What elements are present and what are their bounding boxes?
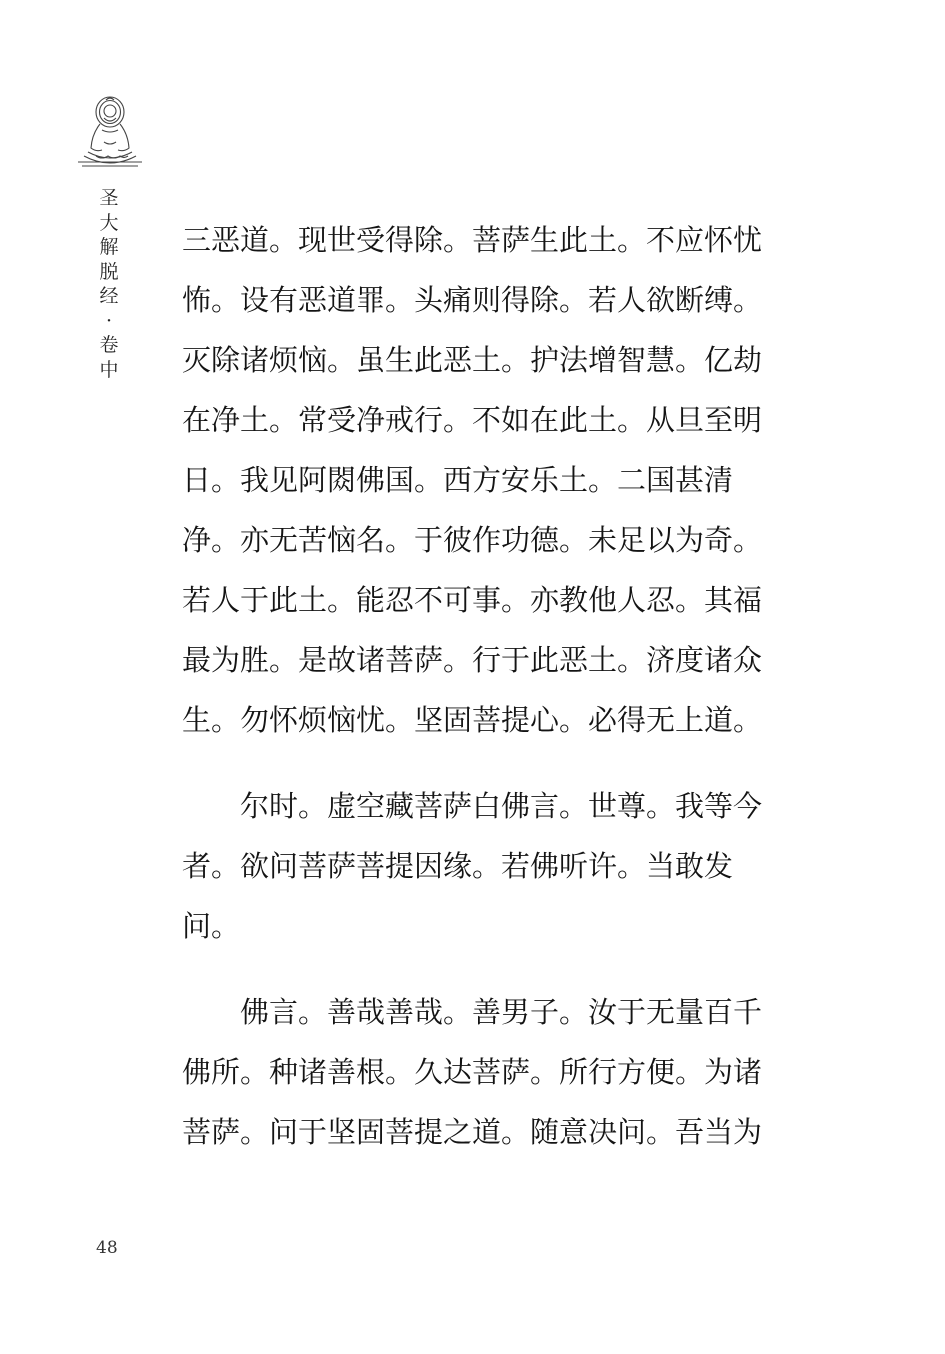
paragraph-1	[182, 210, 767, 750]
text-line: 净。亦无苦恼名。于彼作功德。未足以为奇。	[182, 523, 763, 557]
text-line: 菩萨。问于坚固菩提之道。随意决问。吾当为	[182, 1115, 763, 1149]
text-line: 怖。设有恶道罪。头痛则得除。若人欲断缚。	[182, 283, 763, 317]
text-line: 日。我见阿閦佛国。西方安乐土。二国甚清	[182, 463, 734, 497]
text-line: 佛所。种诸善根。久达菩萨。所行方便。为诸	[182, 1055, 763, 1089]
text-line: 佛言。善哉善哉。善男子。汝于无量百千	[240, 995, 763, 1029]
text-line: 若人于此土。能忍不可事。亦教他人忍。其福	[182, 583, 763, 617]
seated-buddha-icon	[74, 90, 146, 170]
text-line: 在净土。常受净戒行。不如在此土。从旦至明	[182, 403, 763, 437]
running-title-text: 圣 大 解 脱 经 · 卷 中	[99, 187, 119, 381]
text-line: 灭除诸烦恼。虽生此恶土。护法增智慧。亿劫	[182, 343, 763, 377]
text-line: 三恶道。现世受得除。菩萨生此土。不应怀忧	[182, 223, 763, 257]
text-line: 尔时。虚空藏菩萨白佛言。世尊。我等今	[240, 789, 763, 823]
text-line: 生。勿怀烦恼忧。坚固菩提心。必得无上道。	[182, 703, 763, 737]
body-text	[182, 210, 767, 1162]
paragraph-2	[182, 776, 767, 956]
text-line: 问。	[182, 909, 241, 943]
text-line: 者。欲问菩萨菩提因缘。若佛听许。当敢发	[182, 849, 734, 883]
running-title	[97, 186, 121, 382]
text-line: 最为胜。是故诸菩萨。行于此恶土。济度诸众	[182, 643, 763, 677]
paragraph-3	[182, 982, 767, 1162]
page-number: 48	[96, 1238, 118, 1258]
